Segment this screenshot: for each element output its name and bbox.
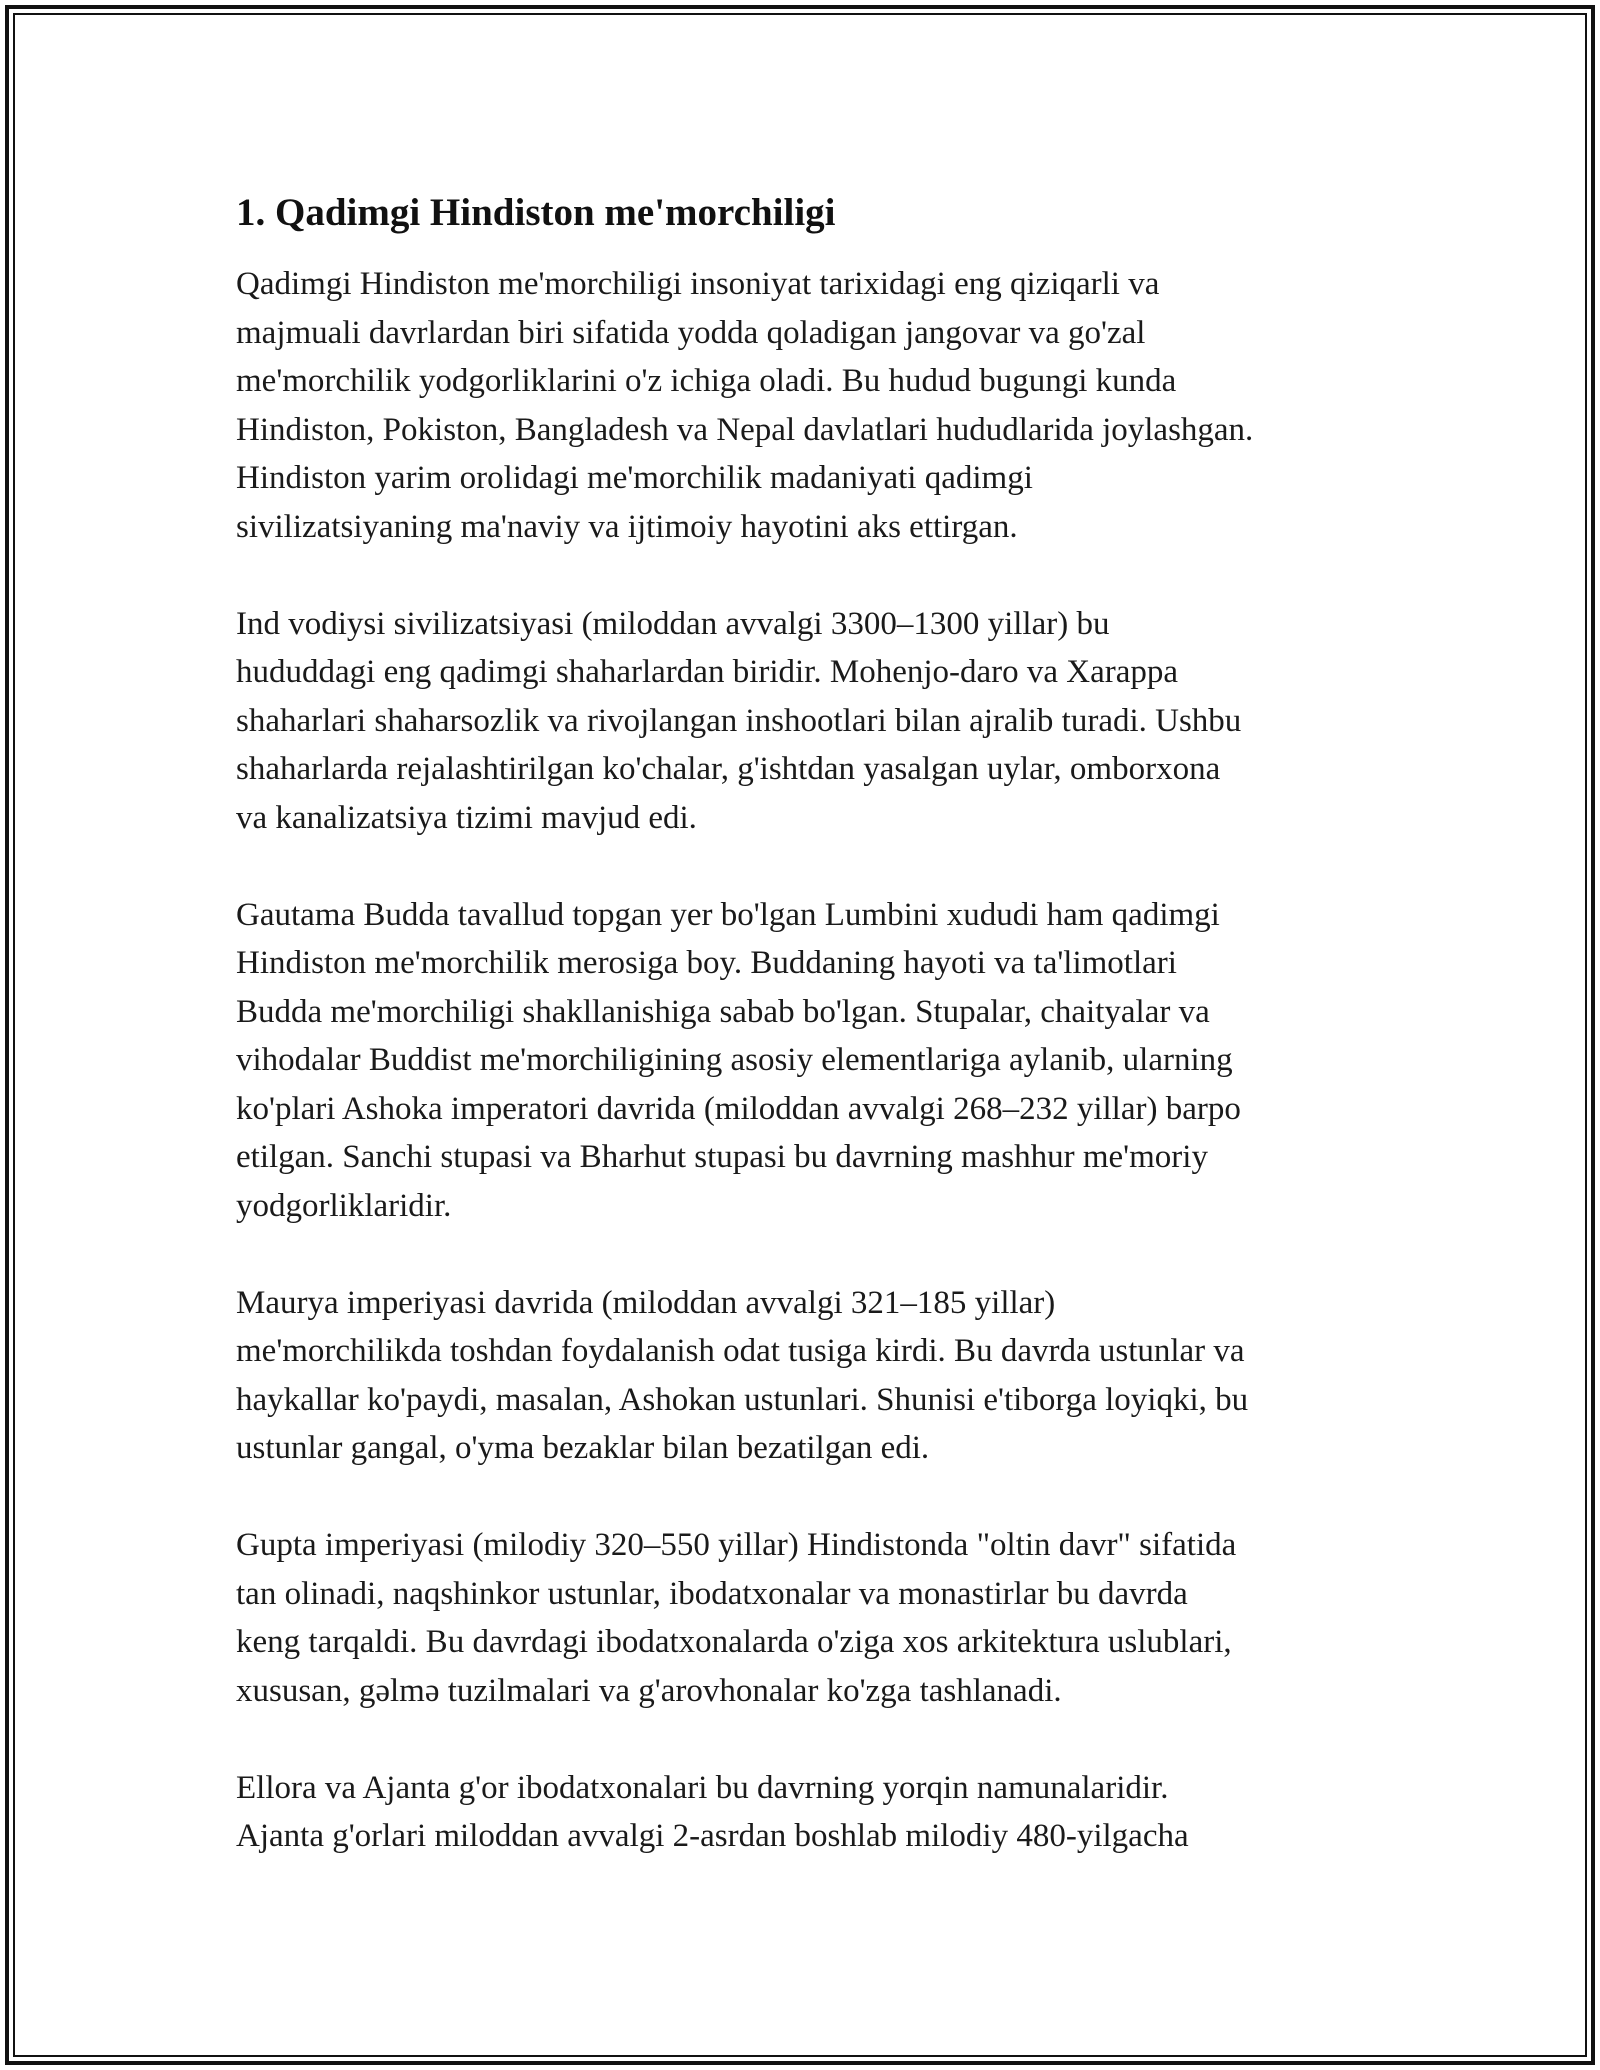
paragraph-buddhist-architecture: Gautama Budda tavallud topgan yer bo'lgan Lumbini xududi ham qadimgi Hindiston me'morchilik merosiga boy. Buddaning hayoti va ta'limotlari Budda me'morchiligi shakllanishiga sabab bo'lgan. Stupalar, chaityalar va vihodalar Buddist me'morchiligining asosiy elementlariga aylanib, ularning ko'plari Ashoka imperatori davrida (miloddan avvalgi 268–232 yillar) barpo etilgan. Sanchi stupasi va Bharhut stupasi bu davrning mashhur me'moriy yodgorliklaridir.: [236, 896, 1241, 1224]
paragraph-intro: Qadimgi Hindiston me'morchiligi insoniyat tarixidagi eng qiziqarli va majmuali davrlardan biri sifatida yodda qoladigan jangovar va go'zal me'morchilik yodgorliklarini o'z ichiga oladi. Bu hudud bugungi kunda Hindiston, Pokiston, Bangladesh va Nepal davlatlari hududlarida joylashgan. Hindiston yarim orolidagi me'morchilik madaniyati qadimgi sivilizatsiyaning ma'naviy va ijtimoiy hayotini aks ettirgan.: [236, 266, 1254, 545]
document-body: [236, 186, 1386, 1909]
paragraph-ellora-ajanta: Ellora va Ajanta g'or ibodatxonalari bu davrning yorqin namunalaridir. Ajanta g'orlari miloddan avvalgi 2-asrdan boshlab milodiy 480-yilgacha: [236, 1769, 1189, 1854]
paragraph-maurya-empire: Maurya imperiyasi davrida (miloddan avvalgi 321–185 yillar) me'morchilikda toshdan foydalanish odat tusiga kirdi. Bu davrda ustunlar va haykallar ko'paydi, masalan, Ashokan ustunlari. Shunisi e'tiborga loyiqki, bu ustunlar gangal, o'yma bezaklar bilan bezatilgan edi.: [236, 1284, 1249, 1466]
section-title: 1. Qadimgi Hindiston me'morchiligi: [236, 191, 836, 234]
paragraph-indus-valley: Ind vodiysi sivilizatsiyasi (miloddan avvalgi 3300–1300 yillar) bu hududdagi eng qadimgi shaharlardan biridir. Mohenjo-daro va Xarappa shaharlari shaharsozlik va rivojlangan inshootlari bilan ajralib turadi. Ushbu shaharlarda rejalashtirilgan ko'chalar, g'ishtdan yasalgan uylar, omborxona va kanalizatsiya tizimi mavjud edi.: [236, 605, 1242, 836]
paragraph-gupta-empire: Gupta imperiyasi (milodiy 320–550 yillar) Hindistonda "oltin davr" sifatida tan olinadi, naqshinkor ustunlar, ibodatxonalar va monastirlar bu davrda keng tarqaldi. Bu davrdagi ibodatxonalarda o'ziga xos arkitektura uslublari, xususan, gəlmə tuzilmalari va g'arovhonalar ko'zga tashlanadi.: [236, 1527, 1237, 1709]
